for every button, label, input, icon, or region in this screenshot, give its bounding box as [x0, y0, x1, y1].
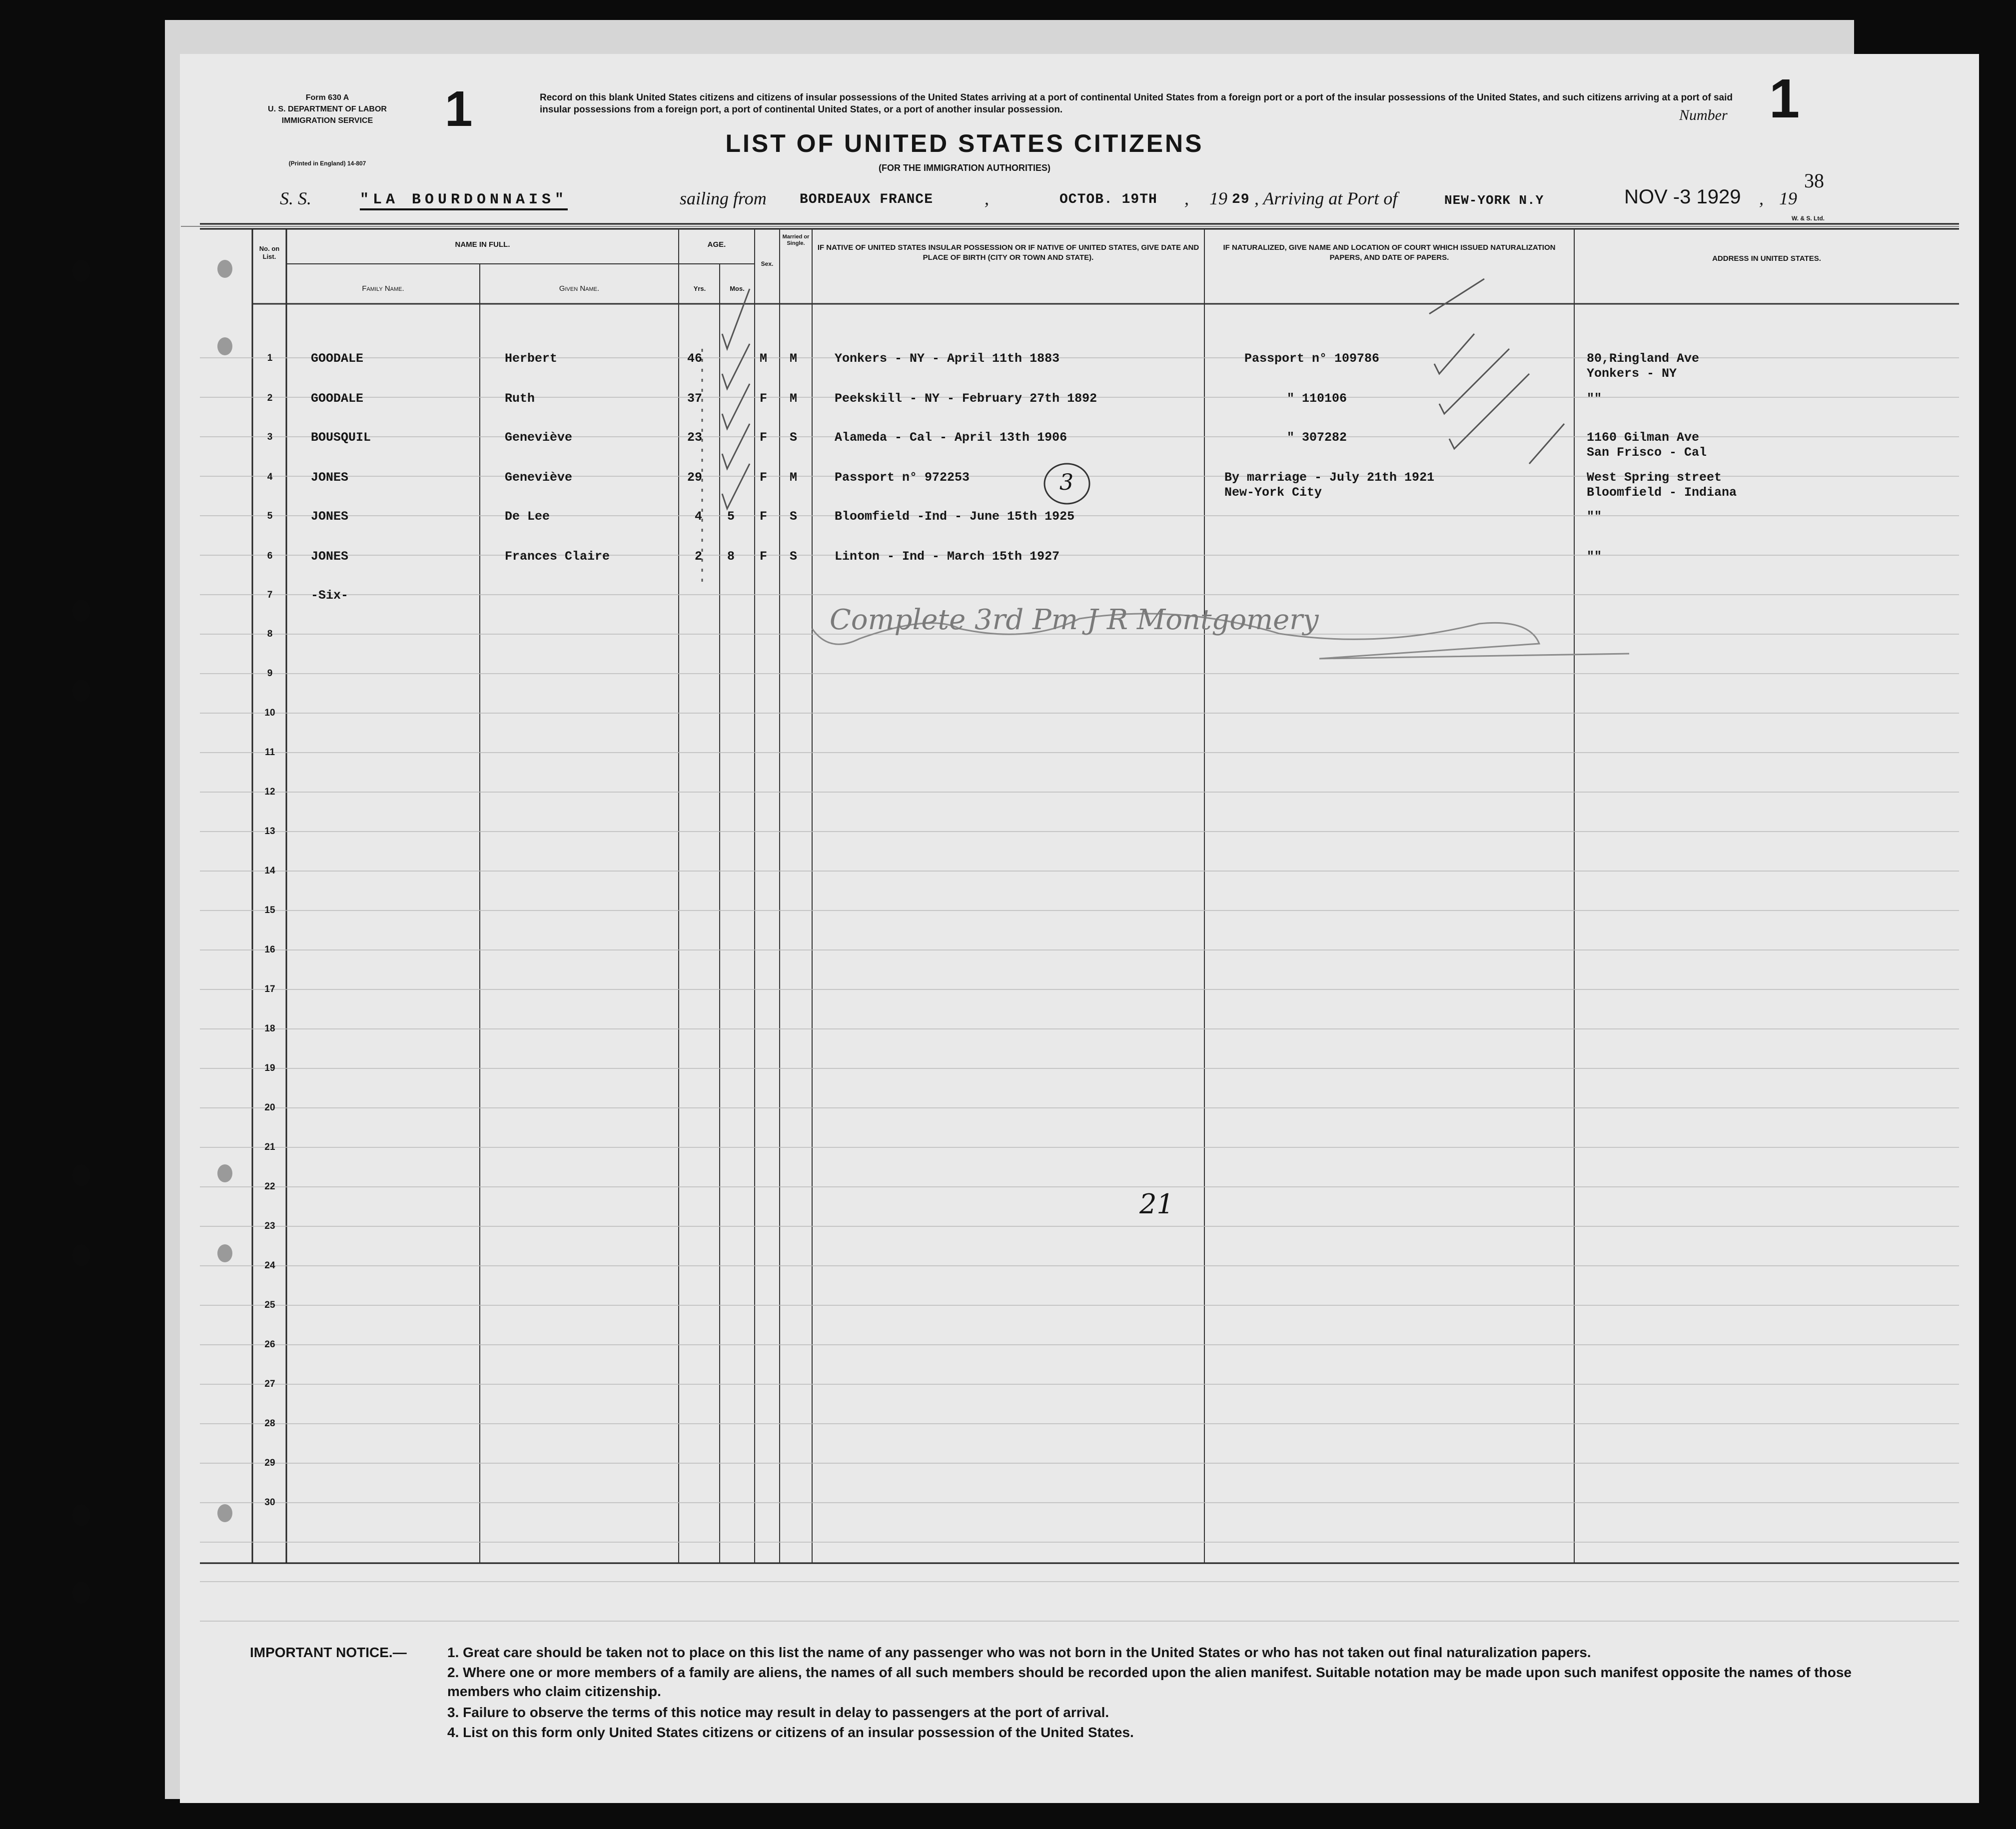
service: IMMIGRATION SERVICE — [281, 116, 373, 125]
row-number: 23 — [264, 1221, 275, 1231]
check-mark-icon — [722, 344, 750, 389]
header-sex: Sex. — [761, 260, 774, 267]
punch-hole — [72, 680, 90, 702]
given-name: Ruth — [505, 391, 535, 406]
manifest-sheet — [180, 54, 1979, 1803]
notice-item: 3. Failure to observe the terms of this notice may result in delay to passengers at the port of arrival. — [447, 1705, 1109, 1720]
age-years: 2 — [695, 549, 703, 564]
given-name: Geneviève — [505, 430, 573, 445]
sex: F — [760, 470, 768, 485]
header-address: ADDRESS IN UNITED STATES. — [1712, 254, 1821, 263]
circled-number: 3 — [1059, 470, 1073, 495]
row-number: 2 — [267, 393, 273, 403]
marital-status: M — [790, 470, 798, 485]
marital-status: M — [790, 351, 798, 366]
list-number-right: 1 — [1769, 68, 1800, 129]
arrival-date-stamp: NOV -3 1929 — [1624, 186, 1741, 208]
department: U. S. DEPARTMENT OF LABOR — [268, 105, 387, 113]
sex: F — [760, 430, 768, 445]
page-mark: 21 — [1139, 1188, 1174, 1220]
ship-name: "LA BOURDONNAIS" — [360, 191, 568, 210]
punch-hole — [217, 1164, 232, 1182]
header-yrs: Yrs. — [693, 285, 706, 292]
header-birth: IF NATIVE OF UNITED STATES INSULAR POSSESSION OR IF NATIVE OF UNITED STATES, GIVE DATE AND PLACE OF BIRTH (CITY OR TOWN AND STATE). — [817, 243, 1199, 262]
row-number: 10 — [264, 708, 275, 718]
punch-hole — [72, 600, 90, 622]
check-mark-icon — [722, 289, 750, 349]
age-years: 46 — [687, 351, 703, 366]
check-mark-icon — [1434, 334, 1474, 374]
row-number: 24 — [264, 1260, 275, 1271]
row-number: 17 — [264, 984, 275, 994]
age-years: 37 — [687, 391, 703, 406]
header-mos: Mos. — [730, 285, 745, 292]
handwritten-signature: Complete 3rd Pm J R Montgomery — [830, 604, 1319, 636]
address-line2: San Frisco - Cal — [1587, 445, 1707, 460]
comma: , — [985, 188, 989, 208]
row-number: 14 — [264, 866, 275, 876]
naturalization-info: Passport n° 109786 — [1244, 351, 1380, 366]
record-instructions: Record on this blank United States citizens and citizens of insular possessions of the United States arriving at a port of continental United States from a foreign port or a port of the insular possessions of the United States, and such citizens arriving at a port of said insular possessions from a foreign port, a port of continental United States, or a port of another insular possession. — [540, 92, 1733, 115]
marital-status: M — [790, 391, 798, 406]
row-number: 11 — [264, 747, 275, 758]
address-line1: 1160 Gilman Ave — [1587, 430, 1700, 445]
given-name: Geneviève — [505, 470, 573, 485]
arriving-label: , Arriving at Port of — [1254, 188, 1398, 208]
given-name: De Lee — [505, 509, 550, 524]
birth-info: Bloomfield -Ind - June 15th 1925 — [835, 509, 1075, 524]
check-mark-icon — [722, 384, 750, 429]
family-name: JONES — [311, 470, 349, 485]
address-line1: West Spring street — [1587, 470, 1722, 485]
departure-port: BORDEAUX FRANCE — [800, 192, 934, 207]
marital-status: S — [790, 430, 798, 445]
naturalization-info-line2: New-York City — [1224, 485, 1322, 500]
header-family-name: Family Name. — [362, 284, 404, 293]
row-number: 25 — [264, 1300, 275, 1310]
address-line1: "" — [1587, 549, 1602, 564]
row-number: 21 — [264, 1142, 275, 1152]
naturalization-info: By marriage - July 21th 1921 — [1224, 470, 1435, 485]
punch-hole — [72, 1164, 90, 1186]
notice-item: 4. List on this form only United States citizens or citizens of an insular possession of the United States. — [447, 1725, 1134, 1740]
address-line1: 80,Ringland Ave — [1587, 351, 1700, 366]
birth-info: Yonkers - NY - April 11th 1883 — [835, 351, 1060, 366]
page-title: LIST OF UNITED STATES CITIZENS — [725, 129, 1204, 157]
age-years: 23 — [687, 430, 703, 445]
header-name-in-full: NAME IN FULL. — [455, 240, 510, 249]
age-years: 29 — [687, 470, 703, 485]
row-number: 27 — [264, 1379, 275, 1389]
check-mark-icon — [1449, 374, 1529, 449]
check-mark-icon — [1429, 279, 1484, 314]
punch-hole — [217, 1244, 232, 1262]
check-mark-icon — [722, 464, 750, 509]
header-naturalized: IF NATURALIZED, GIVE NAME AND LOCATION OF COURT WHICH ISSUED NATURALIZATION PAPERS, AND DATE OF PAPERS. — [1223, 243, 1556, 262]
sex: M — [760, 351, 768, 366]
header-given-name: Given Name. — [559, 284, 600, 293]
printed-note: (Printed in England) 14-807 — [288, 160, 366, 167]
row-number: 20 — [264, 1102, 275, 1113]
notice-item: 1. Great care should be taken not to place on this list the name of any passenger who was not born in the United States or who has not taken out final naturalization papers. — [447, 1645, 1591, 1660]
marital-status: S — [790, 509, 798, 524]
sex: F — [760, 391, 768, 406]
address-line2: Bloomfield - Indiana — [1587, 485, 1737, 500]
address-line1: "" — [1587, 509, 1602, 524]
comma: , — [1759, 188, 1764, 208]
naturalization-info: " 110106 — [1287, 391, 1347, 406]
given-name: Frances Claire — [505, 549, 610, 564]
year2-prefix: 19 — [1779, 188, 1797, 208]
header-age: AGE. — [707, 240, 726, 249]
age-months: 8 — [727, 549, 735, 564]
age-months: 5 — [727, 509, 735, 524]
row-number: 12 — [264, 787, 275, 797]
check-mark-icon — [1529, 424, 1564, 464]
notice-item: 2. Where one or more members of a family are aliens, the names of all such members should be recorded upon the alien manifest. Suitable notation may be made upon such manifest opposite the names of those members who claim citizenship. — [447, 1665, 1852, 1699]
check-mark-icon — [722, 424, 750, 469]
row-number: 7 — [267, 590, 273, 600]
form-number: Form 630 A — [305, 93, 349, 102]
row-number: 13 — [264, 826, 275, 837]
row-number: 19 — [264, 1063, 275, 1073]
punch-hole — [217, 260, 232, 278]
family-name: GOODALE — [311, 391, 364, 406]
birth-info: Peekskill - NY - February 27th 1892 — [835, 391, 1097, 406]
year-suffix: 29 — [1232, 192, 1250, 207]
row-number: 6 — [267, 551, 273, 561]
arrival-port: NEW-YORK N.Y — [1444, 193, 1544, 208]
number-label: Number — [1679, 107, 1728, 123]
row-number: 18 — [264, 1023, 275, 1034]
row-number: 5 — [267, 511, 273, 521]
notice-label: IMPORTANT NOTICE.— — [250, 1645, 407, 1660]
row-number: 16 — [264, 944, 275, 955]
comma: , — [1184, 188, 1189, 208]
printer-mark: W. & S. Ltd. — [1792, 215, 1825, 222]
address-line1: "" — [1587, 391, 1602, 406]
family-name: BOUSQUIL — [311, 430, 371, 445]
family-name: GOODALE — [311, 351, 364, 366]
family-name: JONES — [311, 549, 349, 564]
header-married: Married or Single. — [782, 234, 810, 246]
row-number: 28 — [264, 1418, 275, 1429]
row-number: 1 — [267, 353, 273, 363]
row-number: 9 — [267, 668, 273, 679]
list-number-left: 1 — [445, 81, 473, 137]
given-name: Herbert — [505, 351, 558, 366]
ss-label: S. S. — [280, 188, 311, 208]
sailing-label: sailing from — [680, 188, 767, 208]
punch-hole — [72, 1504, 90, 1526]
row-number: 30 — [264, 1497, 275, 1508]
page-subtitle: (FOR THE IMMIGRATION AUTHORITIES) — [879, 163, 1050, 173]
row-number: 15 — [264, 905, 275, 915]
punch-hole — [72, 1582, 90, 1604]
family-name: JONES — [311, 509, 349, 524]
row-number: 26 — [264, 1339, 275, 1350]
row-number: 8 — [267, 629, 273, 639]
punch-hole — [217, 1504, 232, 1522]
header-no: No. on List. — [259, 245, 280, 260]
sex: F — [760, 509, 768, 524]
naturalization-info: " 307282 — [1287, 430, 1347, 445]
family-name: -Six- — [311, 588, 349, 603]
birth-info: Alameda - Cal - April 13th 1906 — [835, 430, 1067, 445]
sex: F — [760, 549, 768, 564]
row-number: 3 — [267, 432, 273, 442]
departure-date: OCTOB. 19TH — [1059, 192, 1157, 207]
handwriting-layer — [180, 54, 1979, 1803]
address-line2: Yonkers - NY — [1587, 366, 1677, 381]
row-number: 29 — [264, 1458, 275, 1468]
punch-hole — [217, 337, 232, 355]
year2-suffix: 38 — [1804, 169, 1824, 192]
row-number: 4 — [267, 472, 273, 482]
birth-info: Linton - Ind - March 15th 1927 — [835, 549, 1060, 564]
punch-hole — [72, 1244, 90, 1266]
punch-hole — [72, 260, 90, 282]
year-prefix: 19 — [1209, 188, 1227, 208]
birth-info: Passport n° 972253 — [835, 470, 970, 485]
marital-status: S — [790, 549, 798, 564]
row-number: 22 — [264, 1181, 275, 1192]
age-years: 4 — [695, 509, 703, 524]
